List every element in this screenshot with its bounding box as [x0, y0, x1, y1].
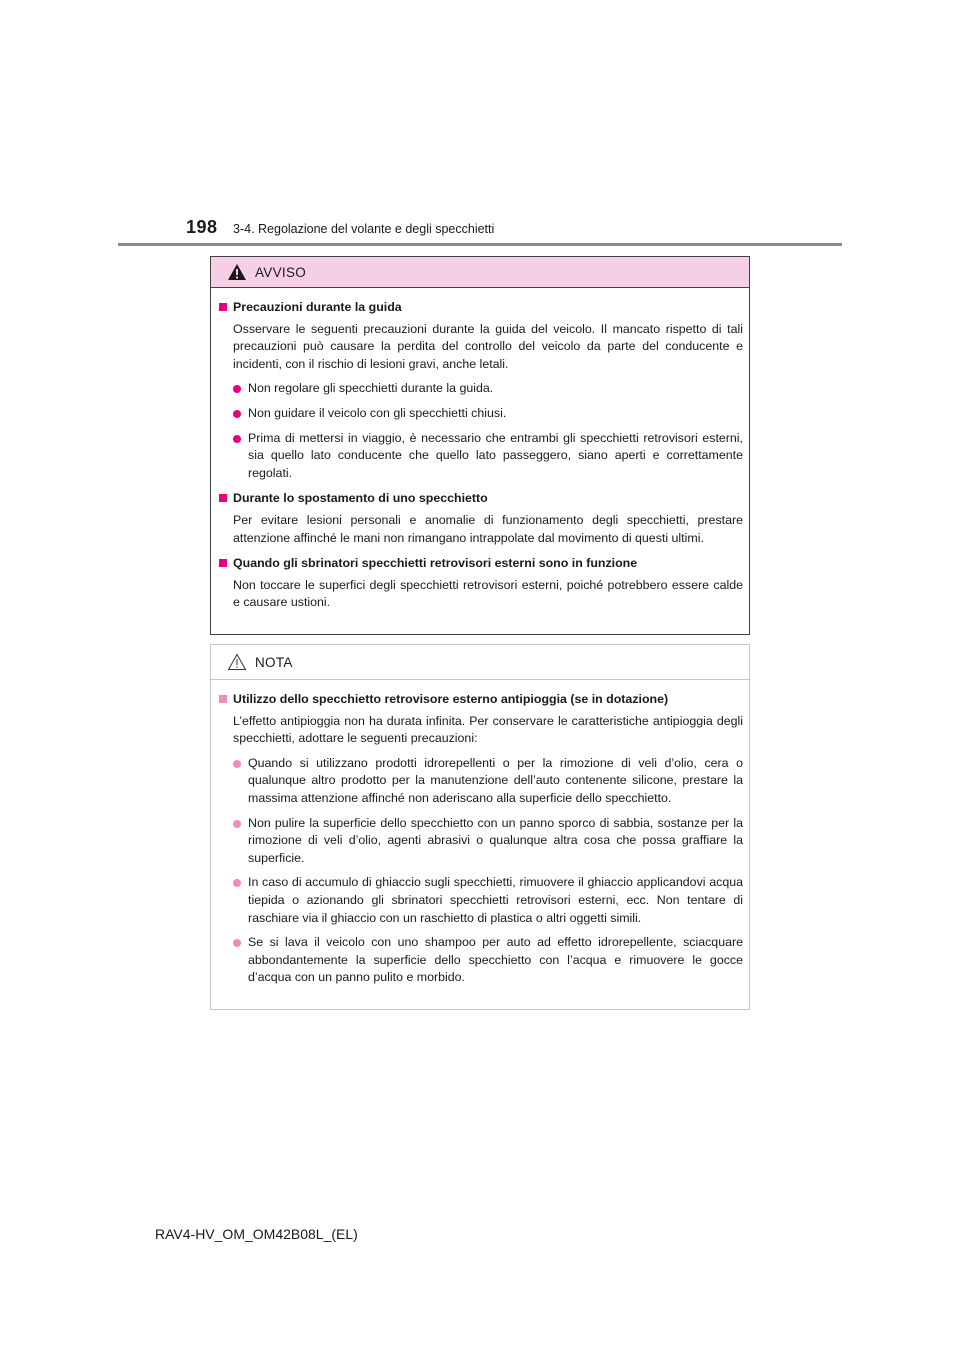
dot-bullet-icon: [233, 820, 241, 828]
dot-bullet-icon: [233, 410, 241, 418]
square-bullet-icon: [219, 695, 227, 703]
warning-box: [210, 256, 750, 635]
warning-item-title: Precauzioni durante la guida: [218, 299, 743, 317]
warning-item-title: Durante lo spostamento di uno specchietto: [218, 490, 743, 508]
warning-item-text: Non toccare le superfici degli specchietti retrovisori esterni, poiché potrebbero essere calde e causare ustioni.: [233, 577, 743, 610]
note-label: NOTA: [255, 654, 293, 670]
bullet-item: Non pulire la superficie dello specchietto con un panno sporco di sabbia, sostanze per la rimozione di veli d’olio, agenti abrasivi o qualunque altra cosa che possa graffiare la superficie.: [233, 815, 743, 868]
bullet-item: Non regolare gli specchietti durante la guida.: [233, 380, 743, 398]
bullet-item: Non guidare il veicolo con gli specchietti chiusi.: [233, 405, 743, 423]
note-item-text: L’effetto antipioggia non ha durata infinita. Per conservare le caratteristiche antipioggia degli specchietti, adottare le seguenti precauzioni:: [233, 713, 743, 746]
dot-bullet-icon: [233, 435, 241, 443]
warning-body: [211, 288, 749, 612]
header-divider: [118, 243, 842, 246]
warning-item: [218, 490, 743, 547]
document-code: RAV4-HV_OM_OM42B08L_(EL): [155, 1226, 358, 1242]
warning-triangle-icon: [227, 263, 247, 281]
warning-item-text: Osservare le seguenti precauzioni durante la guida del veicolo. Il mancato rispetto di tali precauzioni può causare la perdita del controllo del veicolo da parte del conducente e incidenti, con il rischio di lesioni gravi, anche letali.: [233, 321, 743, 371]
square-bullet-icon: [219, 494, 227, 502]
warning-label: AVVISO: [255, 264, 307, 280]
page-number: 198: [186, 217, 218, 237]
dot-bullet-icon: [233, 760, 241, 768]
warning-header: [211, 257, 749, 288]
dot-bullet-icon: [233, 385, 241, 393]
dot-bullet-icon: [233, 939, 241, 947]
warning-item-text: Per evitare lesioni personali e anomalie di funzionamento degli specchietti, prestare attenzione affinché le mani non rimangano intrappolate dal movimento di questi ultimi.: [233, 512, 743, 545]
square-bullet-icon: [219, 559, 227, 567]
square-bullet-icon: [219, 303, 227, 311]
bullet-item: Se si lava il veicolo con uno shampoo per auto ad effetto idrorepellente, sciacquare abbondantemente la superficie dello specchietto con l’acqua e rimuovere le gocce d’acqua con un panno pulito e morbido.: [233, 934, 743, 987]
bullet-item: Prima di mettersi in viaggio, è necessario che entrambi gli specchietti retrovisori esterni, sia quello lato conducente che quello lato passeggero, siano aperti e correttamente regolati.: [233, 430, 743, 483]
section-title: 3-4. Regolazione del volante e degli specchietti: [233, 222, 495, 236]
bullet-item: In caso di accumulo di ghiaccio sugli specchietti, rimuovere il ghiaccio applicandovi acqua tiepida o azionando gli sbrinatori specchietti retrovisori esterni, ecc. Non tentare di raschiare via il ghiaccio con un raschietto di plastica o altri oggetti simili.: [233, 874, 743, 927]
warning-item: [218, 555, 743, 612]
note-header: [211, 645, 749, 680]
dot-bullet-icon: [233, 879, 241, 887]
bullet-item: Quando si utilizzano prodotti idrorepellenti o per la rimozione di veli d’olio, cera o qualunque altro prodotto per la manutenzione dell’auto contenente silicone, prestare la massima attenzione affinché non aderiscano alla superficie dello specchietto.: [233, 755, 743, 808]
note-item: [218, 691, 743, 987]
note-box: [210, 644, 750, 1010]
note-body: [211, 680, 749, 987]
warning-item-title: Quando gli sbrinatori specchietti retrovisori esterni sono in funzione: [218, 555, 743, 573]
note-item-title: Utilizzo dello specchietto retrovisore esterno antipioggia (se in dotazione): [218, 691, 743, 709]
warning-item: [218, 299, 743, 482]
caution-triangle-icon: [227, 653, 247, 671]
